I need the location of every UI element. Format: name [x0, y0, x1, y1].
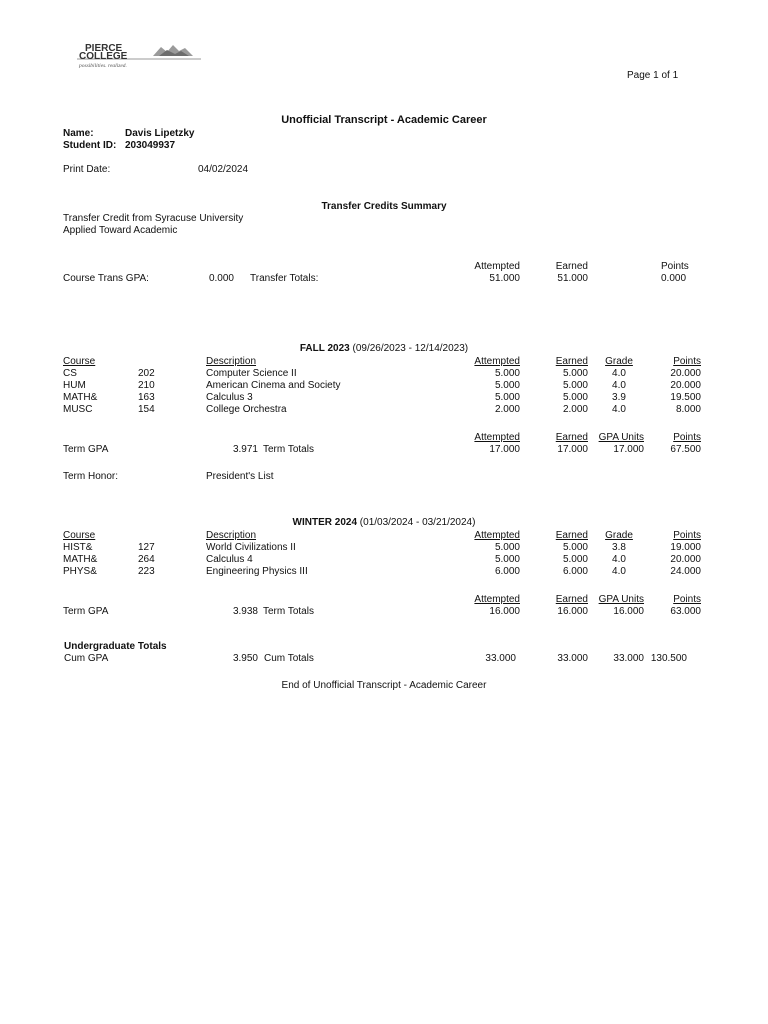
logo-tagline: possibilities. realized. [79, 63, 127, 69]
transfer-heading: Transfer Credits Summary [321, 201, 447, 212]
term-total-attempted: 17.000 [489, 444, 520, 455]
transfer-source: Transfer Credit from Syracuse University [63, 213, 244, 224]
course-description: College Orchestra [206, 404, 287, 415]
course-number: 163 [138, 392, 155, 403]
term-honor-label: Term Honor: [63, 471, 119, 482]
document-title: Unofficial Transcript - Academic Career [281, 114, 487, 126]
course-subject: MATH& [63, 392, 98, 403]
transfer-earned: 51.000 [557, 273, 588, 284]
cum-earned: 33.000 [557, 653, 588, 664]
course-points: 20.000 [670, 368, 701, 379]
term-heading-winter-2024 [0, 517, 768, 529]
col-grade: Grade [605, 530, 633, 541]
transfer-gpa-label: Course Trans GPA: [63, 273, 149, 284]
student-id-label: Student ID: [63, 140, 117, 151]
course-earned: 5.000 [562, 380, 588, 391]
term-gpa: 3.938 [232, 606, 258, 617]
term-heading-fall-2023 [0, 343, 768, 355]
course-number: 210 [138, 380, 155, 391]
course-grade: 4.0 [612, 554, 626, 565]
col-description: Description [206, 530, 257, 541]
course-grade: 4.0 [612, 368, 626, 379]
col-earned: Earned [555, 356, 588, 367]
totals-col-gpa-units: GPA Units [598, 432, 644, 443]
course-description: Computer Science II [206, 368, 297, 379]
student-id: 203049937 [125, 140, 176, 151]
col-course: Course [63, 530, 96, 541]
course-subject: MATH& [63, 554, 98, 565]
cum-gpa: 3.950 [232, 653, 258, 664]
term-totals-label: Term Totals [263, 606, 314, 617]
course-attempted: 5.000 [494, 542, 520, 553]
cum-gpa-label: Cum GPA [64, 653, 109, 664]
course-points: 8.000 [675, 404, 701, 415]
totals-col-earned: Earned [555, 432, 588, 443]
course-number: 154 [138, 404, 155, 415]
col-points: Points [673, 530, 701, 541]
term-total-points: 63.000 [670, 606, 701, 617]
course-grade: 4.0 [612, 566, 626, 577]
totals-col-attempted: Attempted [474, 594, 520, 605]
transfer-applied: Applied Toward Academic [63, 225, 178, 236]
course-attempted: 5.000 [494, 368, 520, 379]
course-subject: CS [63, 368, 77, 379]
course-points: 24.000 [670, 566, 701, 577]
col-attempted: Attempted [474, 356, 520, 367]
course-grade: 4.0 [612, 404, 626, 415]
logo-line2: COLLEGE [79, 51, 128, 62]
col-grade: Grade [605, 356, 633, 367]
print-date: 04/02/2024 [198, 164, 249, 175]
course-earned: 5.000 [562, 368, 588, 379]
transfer-totals-label: Transfer Totals: [250, 273, 319, 284]
course-earned: 2.000 [562, 404, 588, 415]
course-earned: 5.000 [562, 392, 588, 403]
course-number: 264 [138, 554, 155, 565]
term-total-attempted: 16.000 [489, 606, 520, 617]
term-dates: (09/26/2023 - 12/14/2023) [352, 343, 469, 354]
course-subject: PHYS& [63, 566, 97, 577]
cum-attempted: 33.000 [485, 653, 516, 664]
course-earned: 6.000 [562, 566, 588, 577]
course-grade: 3.9 [612, 392, 626, 403]
course-description: Engineering Physics III [206, 566, 308, 577]
totals-col-attempted: Attempted [474, 432, 520, 443]
col-course: Course [63, 356, 96, 367]
col-points: Points [673, 356, 701, 367]
course-number: 127 [138, 542, 155, 553]
transfer-gpa: 0.000 [208, 273, 234, 284]
term-gpa-label: Term GPA [63, 606, 109, 617]
term-total-earned: 16.000 [557, 606, 588, 617]
course-attempted: 6.000 [494, 566, 520, 577]
totals-col-points: Points [673, 432, 701, 443]
term-gpa: 3.971 [232, 444, 258, 455]
logo-line1: PIERCE [85, 43, 123, 54]
page-indicator: Page 1 of 1 [627, 70, 679, 81]
transfer-col-earned: Earned [555, 261, 588, 272]
term-total-points: 67.500 [670, 444, 701, 455]
transfer-col-points: Points [661, 261, 689, 272]
totals-col-gpa-units: GPA Units [598, 594, 644, 605]
course-attempted: 5.000 [494, 380, 520, 391]
transfer-points: 0.000 [661, 273, 687, 284]
transfer-col-attempted: Attempted [474, 261, 520, 272]
term-name: FALL 2023 [299, 343, 350, 354]
course-description: American Cinema and Society [206, 380, 341, 391]
print-date-label: Print Date: [63, 164, 111, 175]
course-number: 223 [138, 566, 155, 577]
totals-col-earned: Earned [555, 594, 588, 605]
cum-totals-label: Cum Totals [264, 653, 314, 664]
col-attempted: Attempted [474, 530, 520, 541]
student-name: Davis Lipetzky [125, 128, 195, 139]
course-description: World Civilizations II [206, 542, 296, 553]
course-points: 19.000 [670, 542, 701, 553]
term-honor: President's List [206, 471, 274, 482]
course-grade: 4.0 [612, 380, 626, 391]
course-subject: HUM [63, 380, 86, 391]
undergrad-heading: Undergraduate Totals [64, 641, 167, 652]
col-description: Description [206, 356, 257, 367]
course-earned: 5.000 [562, 542, 588, 553]
cum-points: 130.500 [650, 653, 687, 664]
term-dates: (01/03/2024 - 03/21/2024) [359, 517, 476, 528]
course-description: Calculus 3 [206, 392, 253, 403]
course-points: 20.000 [670, 554, 701, 565]
name-label: Name: [63, 128, 94, 139]
course-grade: 3.8 [612, 542, 626, 553]
course-number: 202 [138, 368, 155, 379]
end-of-transcript: End of Unofficial Transcript - Academic Career [281, 680, 487, 691]
course-subject: HIST& [63, 542, 93, 553]
term-total-gpa-units: 16.000 [613, 606, 644, 617]
totals-col-points: Points [673, 594, 701, 605]
transfer-attempted: 51.000 [489, 273, 520, 284]
cum-gpa-units: 33.000 [613, 653, 644, 664]
term-gpa-label: Term GPA [63, 444, 109, 455]
course-attempted: 5.000 [494, 554, 520, 565]
course-subject: MUSC [63, 404, 93, 415]
col-earned: Earned [555, 530, 588, 541]
term-total-gpa-units: 17.000 [613, 444, 644, 455]
course-points: 19.500 [670, 392, 701, 403]
course-attempted: 5.000 [494, 392, 520, 403]
course-description: Calculus 4 [206, 554, 253, 565]
course-earned: 5.000 [562, 554, 588, 565]
course-points: 20.000 [670, 380, 701, 391]
course-attempted: 2.000 [494, 404, 520, 415]
term-total-earned: 17.000 [557, 444, 588, 455]
term-name: WINTER 2024 [292, 517, 358, 528]
term-totals-label: Term Totals [263, 444, 314, 455]
pierce-college-logo [75, 42, 205, 72]
